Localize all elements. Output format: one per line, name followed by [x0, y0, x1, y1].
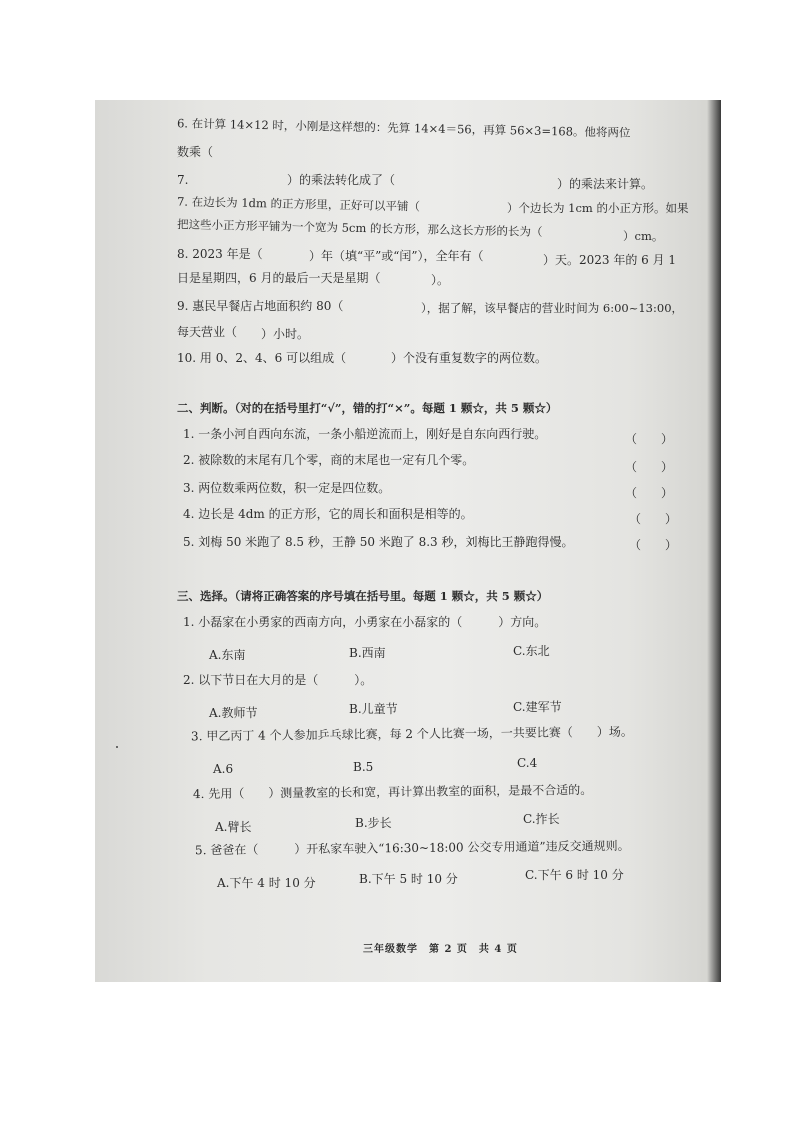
choice-q4-option-a: A.臂长	[215, 820, 252, 834]
q9-line2-end: ）小时。	[261, 327, 310, 341]
q8-line1-middle: ）年（填“平”或“闰”），全年有（	[309, 249, 484, 263]
q8-line1-start: 8. 2023 年是（	[177, 247, 263, 261]
choice-q1-option-c: C.东北	[513, 644, 550, 658]
judge-answer-paren-5: （ ）	[629, 538, 678, 552]
q6-line2-start: 数乘（	[177, 145, 214, 159]
stray-dot	[116, 746, 118, 748]
judge-heading: 二、判断。（对的在括号里打“√”，错的打“×”。每题 1 颗☆，共 5 颗☆）	[177, 401, 558, 415]
choice-q1-option-a: A.东南	[209, 648, 246, 662]
q6-line1: 6. 在计算 14×12 时，小刚是这样想的：先算 14×4＝56，再算 56×3=168。他将两位	[176, 116, 631, 140]
q9-line2-start: 每天营业（	[177, 325, 238, 339]
q8-line2-end: ）。	[431, 273, 450, 287]
choice-q5: 5. 爸爸在（ ）开私家车驶入“16:30~18:00 公交专用通道”违反交通规则。	[194, 838, 630, 858]
q7-line1-start: 7. 在边长为 1dm 的正方形里，正好可以平铺（	[176, 194, 421, 214]
choice-q3: 3. 甲乙丙丁 4 个人参加乒乓球比赛，每 2 个人比赛一场，一共要比赛（ ）场。	[190, 724, 633, 744]
judge-item-4: 4. 边长是 4dm 的正方形，它的周长和面积是相等的。	[183, 507, 473, 521]
exam-sheet	[95, 100, 707, 982]
choice-q1: 1. 小磊家在小勇家的西南方向，小勇家在小磊家的（ ）方向。	[183, 615, 547, 629]
judge-answer-paren-2: （ ）	[625, 460, 674, 474]
choice-q5-option-a: A.下午 4 时 10 分	[217, 876, 316, 890]
judge-answer-paren-4: （ ）	[629, 512, 678, 526]
judge-item-1: 1. 一条小河自西向东流，一条小船逆流而上，刚好是自东向西行驶。	[183, 427, 547, 441]
q9-line1-end: ），据了解，该早餐店的营业时间为 6:00~13:00，	[421, 301, 684, 315]
choice-q4-option-b: B.步长	[355, 816, 392, 830]
q7-line1-end: ）个边长为 1cm 的小正方形。如果	[507, 201, 689, 215]
choice-q3-option-c: C.4	[517, 756, 538, 770]
q7-line2-start: 把这些小正方形平铺为一个宽为 5cm 的长方形，那么这长方形的长为（	[176, 217, 543, 239]
choice-q4: 4. 先用（ ）测量教室的长和宽，再计算出教室的面积，是最不合适的。	[192, 782, 593, 802]
q10-end: ）个没有重复数字的两位数。	[391, 351, 548, 365]
choice-q5-option-c: C.下午 6 时 10 分	[525, 868, 624, 882]
page-edge-shadow	[707, 100, 721, 982]
judge-item-2: 2. 被除数的末尾有几个零，商的末尾也一定有几个零。	[183, 453, 475, 467]
choice-heading: 三、选择。（请将正确答案的序号填在括号里。每题 1 颗☆，共 5 颗☆）	[177, 589, 549, 603]
choice-q3-option-b: B.5	[353, 760, 374, 774]
q6-line2-end: ）的乘法来计算。	[557, 177, 654, 191]
photographed-exam-page	[95, 100, 721, 982]
judge-answer-paren-1: （ ）	[625, 432, 674, 446]
choice-q5-option-b: B.下午 5 时 10 分	[359, 872, 458, 886]
choice-q3-option-a: A.6	[213, 762, 234, 776]
choice-q2-option-b: B.儿童节	[349, 702, 398, 716]
q7-line2-end: ）cm。	[623, 229, 664, 243]
q8-line2-start: 日是星期四，6 月的最后一天是星期（	[177, 271, 381, 285]
q9-line1-start: 9. 惠民早餐店占地面积约 80（	[177, 299, 344, 313]
q10-start: 10. 用 0、2、4、6 可以组成（	[177, 351, 347, 365]
q8-line1-end: ）天。2023 年的 6 月 1	[543, 253, 677, 267]
choice-q4-option-c: C.拃长	[523, 812, 560, 826]
page-footer: 三年级数学 第 2 页 共 4 页	[363, 944, 518, 955]
q7-number: 7.	[177, 173, 189, 187]
q6-line2-middle: ）的乘法转化成了（	[287, 173, 396, 187]
choice-q1-option-b: B.西南	[349, 646, 386, 660]
judge-answer-paren-3: （ ）	[625, 486, 674, 500]
choice-q2-option-c: C.建军节	[513, 700, 562, 714]
judge-item-5: 5. 刘梅 50 米跑了 8.5 秒，王静 50 米跑了 8.3 秒，刘梅比王静跑得慢。	[183, 535, 574, 549]
choice-q2: 2. 以下节日在大月的是（ ）。	[183, 673, 373, 687]
judge-item-3: 3. 两位数乘两位数，积一定是四位数。	[183, 481, 391, 495]
choice-q2-option-a: A.教师节	[209, 706, 258, 720]
